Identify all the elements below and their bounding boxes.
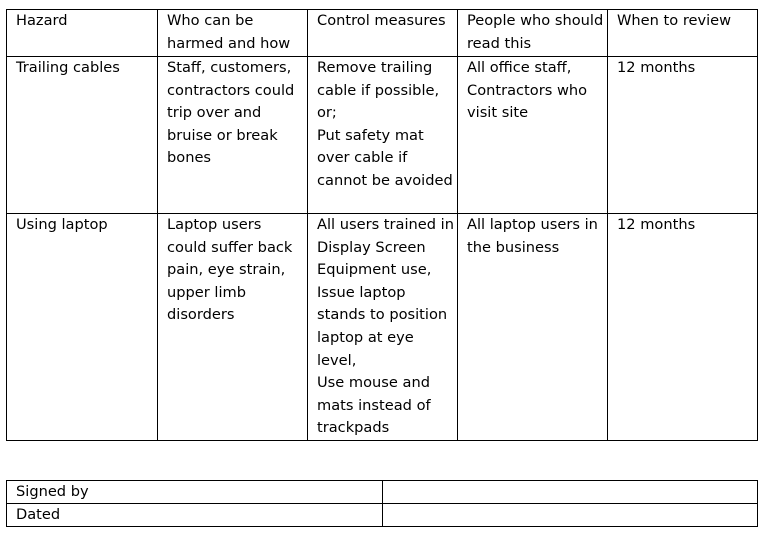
table-row (7, 504, 758, 527)
header-hazard: Hazard (7, 10, 158, 57)
table-row (7, 481, 758, 504)
header-review: When to review (608, 10, 758, 57)
review-cell: 12 months (608, 214, 758, 441)
dated-field[interactable] (383, 504, 758, 527)
control-measure-line: Remove trailing cable if possible, or; (317, 59, 440, 122)
header-control-measures: Control measures (308, 10, 458, 57)
dated-label: Dated (7, 504, 383, 527)
hazard-cell: Trailing cables (7, 57, 158, 214)
table-row (7, 214, 758, 441)
control-measure-line: All users trained in Display Screen Equipment use, (317, 216, 454, 279)
control-measures-cell (308, 214, 458, 441)
people-read-cell: All office staff, Contractors who visit site (458, 57, 608, 214)
control-measure-line: Put safety mat over cable if cannot be avoided (317, 126, 453, 189)
signed-by-label: Signed by (7, 481, 383, 504)
review-cell: 12 months (608, 57, 758, 214)
control-measure-line: Issue laptop stands to position laptop at eye level, (317, 283, 448, 369)
signed-by-field[interactable] (383, 481, 758, 504)
header-people-read: People who should read this (458, 10, 608, 57)
who-harmed-cell: Staff, customers, contractors could trip over and bruise or break bones (158, 57, 308, 214)
table-row (7, 57, 758, 214)
control-measures-cell (308, 57, 458, 214)
control-measure-line: Use mouse and mats instead of trackpads (317, 374, 431, 437)
hazard-cell: Using laptop (7, 214, 158, 441)
who-harmed-cell: Laptop users could suffer back pain, eye strain, upper limb disorders (158, 214, 308, 441)
people-read-cell: All laptop users in the business (458, 214, 608, 441)
signature-table (6, 480, 758, 527)
risk-assessment-table (6, 9, 758, 441)
header-row (7, 10, 758, 57)
header-who-harmed: Who can be harmed and how (158, 10, 308, 57)
